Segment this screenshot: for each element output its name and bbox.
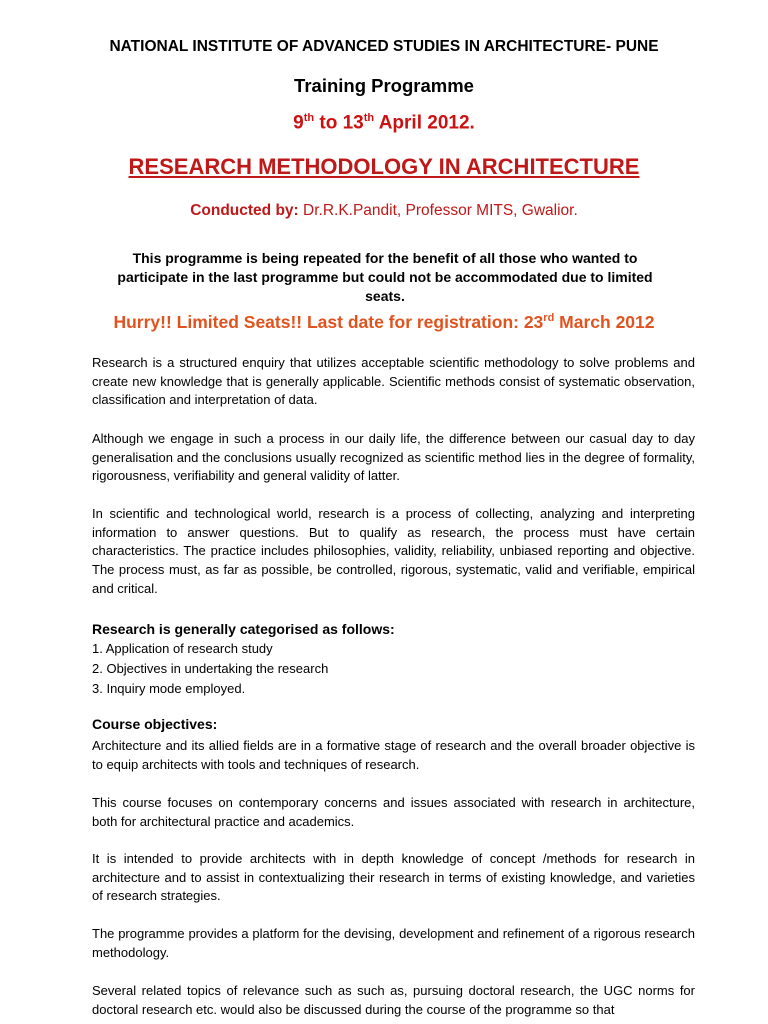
date-to: to 13 [314, 112, 364, 134]
deadline-text: Hurry!! Limited Seats!! Last date for registration: 23 [113, 312, 544, 332]
date-month-year: April 2012. [374, 112, 475, 134]
list-item: 3. Inquiry mode employed. [92, 681, 246, 696]
conducted-label: Conducted by: [190, 202, 299, 219]
institute-name: NATIONAL INSTITUTE OF ADVANCED STUDIES IN ARCHITECTURE- PUNE [109, 38, 659, 55]
conducted-by [0, 202, 768, 220]
paragraph-objectives-2: This course focuses on contemporary concerns and issues associated with research in architecture, both for architectural practice and academics. [92, 795, 695, 829]
categories-list [92, 639, 328, 699]
date-end-suffix: th [363, 112, 375, 124]
repeat-notice: This programme is being repeated for the benefit of all those who wanted to participate in the last programme but could not be accommodated due to limited seats. [117, 250, 653, 304]
list-item: 1. Application of research study [92, 641, 273, 656]
date-start: 9 [293, 112, 304, 134]
programme-label: Training Programme [294, 75, 474, 96]
date-start-suffix: th [303, 112, 315, 124]
paragraph-objectives-5: Several related topics of relevance such as such as, pursuing doctoral research, the UGC norms for doctoral research etc. would also be discussed during the course of the programme so that [92, 983, 695, 1017]
conducted-value: Dr.R.K.Pandit, Professor MITS, Gwalior. [298, 202, 578, 219]
deadline-suffix: rd [543, 312, 555, 325]
programme-dates [0, 112, 768, 134]
paragraph-objectives-3: It is intended to provide architects with in depth knowledge of concept /methods for research in architecture and to assist in contextualizing their research in terms of existing knowledge, and varieties of research strategies. [92, 851, 695, 904]
objectives-heading: Course objectives: [92, 716, 218, 732]
paragraph-daily-life: Although we engage in such a process in our daily life, the difference between our casual day to day generalisation and the conclusions usually recognized as scientific method lies in the degree of formality, rigorousness, verifiability and general validity of latter. [92, 431, 695, 484]
paragraph-scientific-world: In scientific and technological world, research is a process of collecting, analyzing and interpreting information to answer questions. But to qualify as research, the process must have certain characteristics. The practice includes philosophies, validity, reliability, unbiased reporting and objective. The process must, as far as possible, be controlled, rigorous, systematic, valid and verifiable, empirical and critical. [92, 506, 695, 596]
list-item: 2. Objectives in undertaking the research [92, 661, 329, 676]
categories-heading: Research is generally categorised as follows: [92, 621, 395, 637]
paragraph-objectives-4: The programme provides a platform for the devising, development and refinement of a rigorous research methodology. [92, 926, 695, 960]
registration-deadline [0, 312, 768, 333]
deadline-month: March 2012 [554, 312, 655, 332]
paragraph-research-definition: Research is a structured enquiry that utilizes acceptable scientific methodology to solve problems and create new knowledge that is generally applicable. Scientific methods consist of systematic observation, classification and interpretation of data. [92, 355, 695, 408]
paragraph-objectives-1: Architecture and its allied fields are in a formative stage of research and the overall broader objective is to equip architects with tools and techniques of research. [92, 738, 695, 772]
page-title: RESEARCH METHODOLOGY IN ARCHITECTURE [128, 154, 640, 179]
